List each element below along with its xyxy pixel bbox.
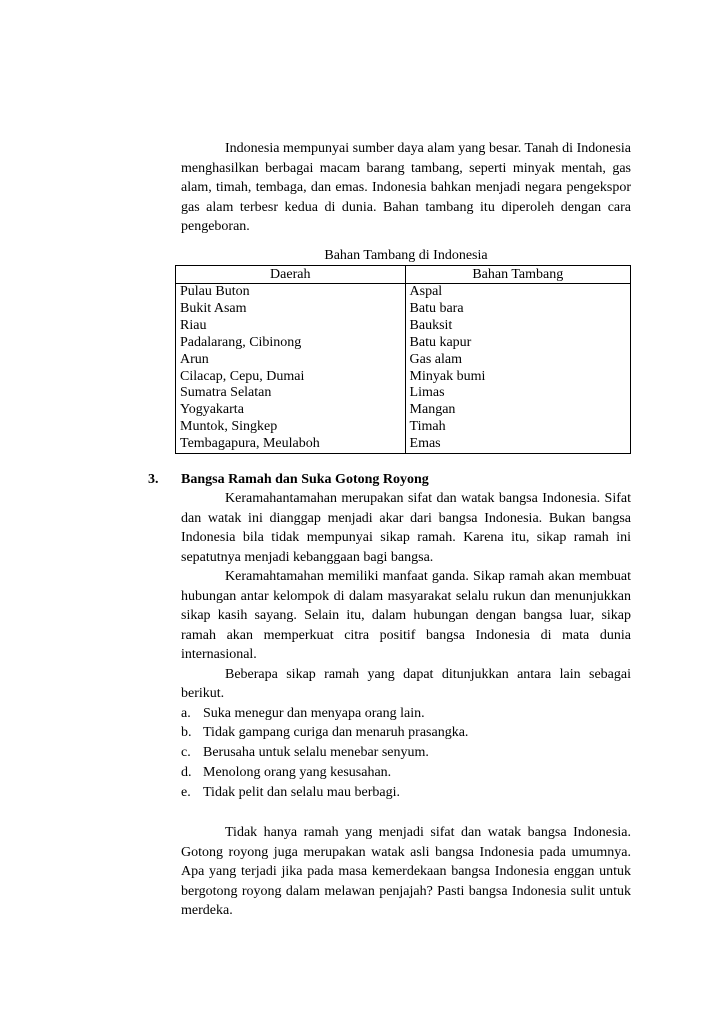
table-row xyxy=(176,436,631,453)
list-item xyxy=(181,783,631,803)
list-item xyxy=(181,723,631,743)
section-heading xyxy=(148,470,429,489)
closing-paragraph-block xyxy=(181,823,631,921)
section-number: 3. xyxy=(148,472,159,487)
list-text: Tidak gampang curiga dan menaruh prasangka. xyxy=(203,725,469,741)
cell-material: Batu bara xyxy=(405,301,630,318)
cell-region: Yogyakarta xyxy=(176,402,406,419)
section-paragraph: Keramahtamahan memiliki manfaat ganda. Sikap ramah akan membuat hubungan antar kelompok di dalam masyarakat selalu rukun dan menunjukkan sikap kasih sayang. Selain itu, dalam hubungan dengan bangsa luar, sikap ramah akan memperkuat citra positif bangsa Indonesia di mata dunia internasional. xyxy=(181,569,631,662)
intro-paragraph: Indonesia mempunyai sumber daya alam yang besar. Tanah di Indonesia menghasilkan berbagai macam barang tambang, seperti minyak mentah, gas alam, timah, tembaga, dan emas. Indonesia bahkan menjadi negara pengekspor gas alam terbesr kedua di dunia. Bahan tambang itu diperoleh dengan cara pengeboran. xyxy=(181,141,631,234)
list-text: Suka menegur dan menyapa orang lain. xyxy=(203,705,425,721)
table-row xyxy=(176,402,631,419)
table-row xyxy=(176,352,631,369)
list-letter: d. xyxy=(181,764,192,780)
section-paragraph: Keramahantamahan merupakan sifat dan watak bangsa Indonesia. Sifat dan watak ini dianggap menjadi akar dari bangsa Indonesia. Bukan bangsa Indonesia bila tidak mempunyai sikap ramah. Karena itu, sikap ramah ini sepatutnya menjadi kebanggaan bagi bangsa. xyxy=(181,491,631,565)
table-row xyxy=(176,419,631,436)
cell-region: Muntok, Singkep xyxy=(176,419,406,436)
list-letter: a. xyxy=(181,705,191,721)
cell-region: Riau xyxy=(176,318,406,335)
list-text: Berusaha untuk selalu menebar senyum. xyxy=(203,745,429,761)
cell-material: Emas xyxy=(405,436,630,453)
cell-material: Gas alam xyxy=(405,352,630,369)
list-item xyxy=(181,763,631,783)
header-material: Bahan Tambang xyxy=(405,266,630,284)
table-header-row xyxy=(176,266,631,284)
friendly-attitude-list xyxy=(181,704,631,803)
list-letter: c. xyxy=(181,745,191,761)
cell-material: Timah xyxy=(405,419,630,436)
cell-material: Aspal xyxy=(405,284,630,301)
list-letter: e. xyxy=(181,784,191,800)
cell-material: Mangan xyxy=(405,402,630,419)
cell-region: Sumatra Selatan xyxy=(176,385,406,402)
table-row xyxy=(176,284,631,301)
table-row xyxy=(176,369,631,386)
section-body xyxy=(181,489,631,802)
cell-material: Limas xyxy=(405,385,630,402)
closing-paragraph: Tidak hanya ramah yang menjadi sifat dan watak bangsa Indonesia. Gotong royong juga merupakan watak asli bangsa Indonesia pada umumnya. Apa yang terjadi jika pada masa kemerdekaan bangsa Indonesia enggan untuk bergotong royong dalam melawan penjajah? Pasti bangsa Indonesia sulit untuk merdeka. xyxy=(181,825,631,918)
cell-region: Padalarang, Cibinong xyxy=(176,335,406,352)
table-row xyxy=(176,318,631,335)
table-row xyxy=(176,385,631,402)
cell-region: Cilacap, Cepu, Dumai xyxy=(176,369,406,386)
list-text: Tidak pelit dan selalu mau berbagi. xyxy=(203,784,400,800)
cell-material: Batu kapur xyxy=(405,335,630,352)
cell-region: Tembagapura, Meulaboh xyxy=(176,436,406,453)
mining-table xyxy=(175,265,631,454)
mining-table-wrapper xyxy=(175,265,631,454)
section-paragraph: Beberapa sikap ramah yang dapat ditunjukkan antara lain sebagai berikut. xyxy=(181,666,631,701)
cell-region: Bukit Asam xyxy=(176,301,406,318)
table-row xyxy=(176,301,631,318)
cell-material: Bauksit xyxy=(405,318,630,335)
cell-material: Minyak bumi xyxy=(405,369,630,386)
list-item xyxy=(181,704,631,724)
cell-region: Arun xyxy=(176,352,406,369)
list-item xyxy=(181,743,631,763)
table-row xyxy=(176,335,631,352)
list-text: Menolong orang yang kesusahan. xyxy=(203,764,392,780)
list-letter: b. xyxy=(181,725,192,741)
header-region: Daerah xyxy=(176,266,406,284)
section-title: Bangsa Ramah dan Suka Gotong Royong xyxy=(181,472,429,487)
table-caption: Bahan Tambang di Indonesia xyxy=(324,248,488,263)
cell-region: Pulau Buton xyxy=(176,284,406,301)
intro-paragraph-block xyxy=(181,139,631,237)
